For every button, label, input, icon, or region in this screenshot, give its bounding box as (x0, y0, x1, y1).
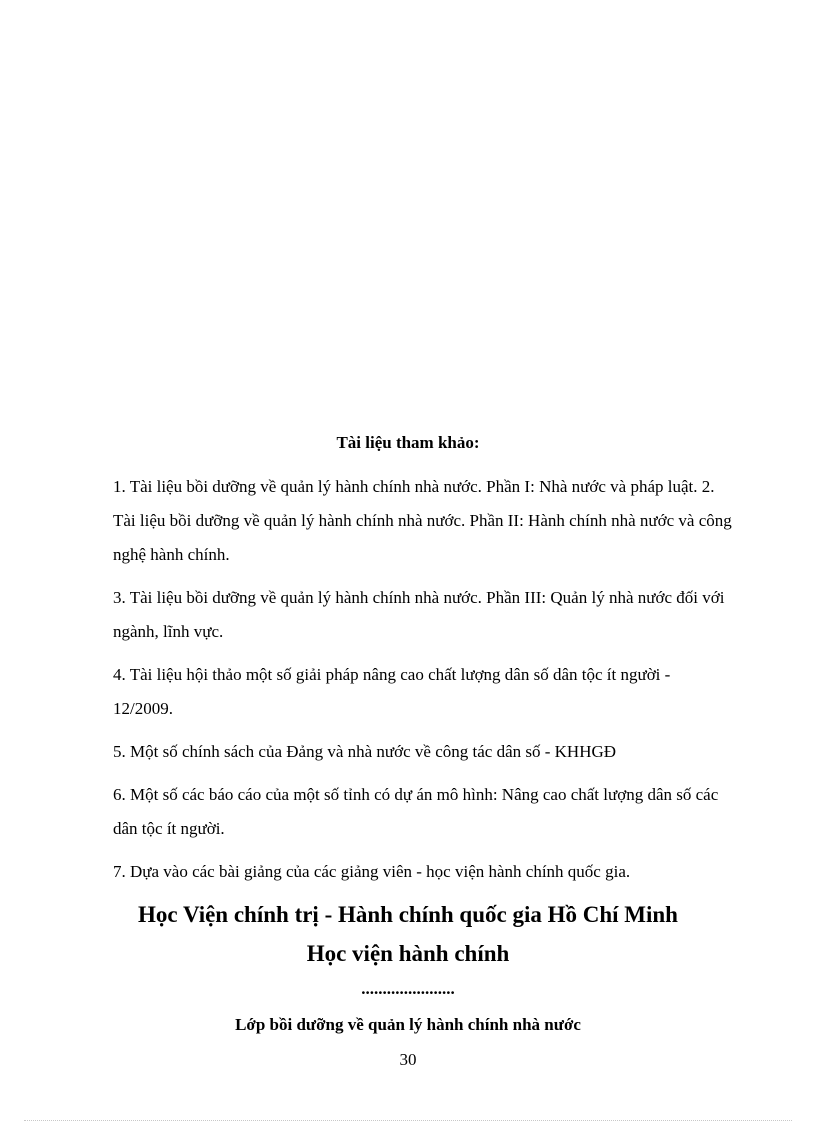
reference-item-7: 7. Dựa vào các bài giảng của các giảng viên - học viện hành chính quốc gia. (113, 862, 631, 881)
institution-subname: Học viện hành chính (306, 941, 510, 966)
references-heading: Tài liệu tham khảo: (336, 433, 480, 452)
reference-item-4: 4. Tài liệu hội thảo một số giải pháp nâng cao chất lượng dân số dân tộc ít người - 12/2009. (113, 665, 671, 718)
reference-item-6: 6. Một số các báo cáo của một số tỉnh có dự án mô hình: Nâng cao chất lượng dân số các dân tộc ít người. (113, 785, 719, 838)
footer-divider (24, 1120, 792, 1121)
reference-item-1-2: 1. Tài liệu bồi dưỡng về quản lý hành chính nhà nước. Phần I: Nhà nước và pháp luật. 2. Tài liệu bồi dưỡng về quản lý hành chính nhà nước. Phần II: Hành chính nhà nước và công nghệ hành chính. (113, 477, 732, 564)
reference-item-5: 5. Một số chính sách của Đảng và nhà nước về công tác dân số - KHHGĐ (113, 742, 617, 761)
page-number: 30 (399, 1050, 417, 1069)
dotted-separator: ...................... (361, 979, 455, 998)
institution-name: Học Viện chính trị - Hành chính quốc gia Hồ Chí Minh (138, 902, 678, 927)
course-title: Lớp bồi dưỡng về quản lý hành chính nhà nước (235, 1015, 581, 1034)
reference-item-3: 3. Tài liệu bồi dưỡng về quản lý hành chính nhà nước. Phần III: Quản lý nhà nước đối với ngành, lĩnh vực. (113, 588, 725, 641)
